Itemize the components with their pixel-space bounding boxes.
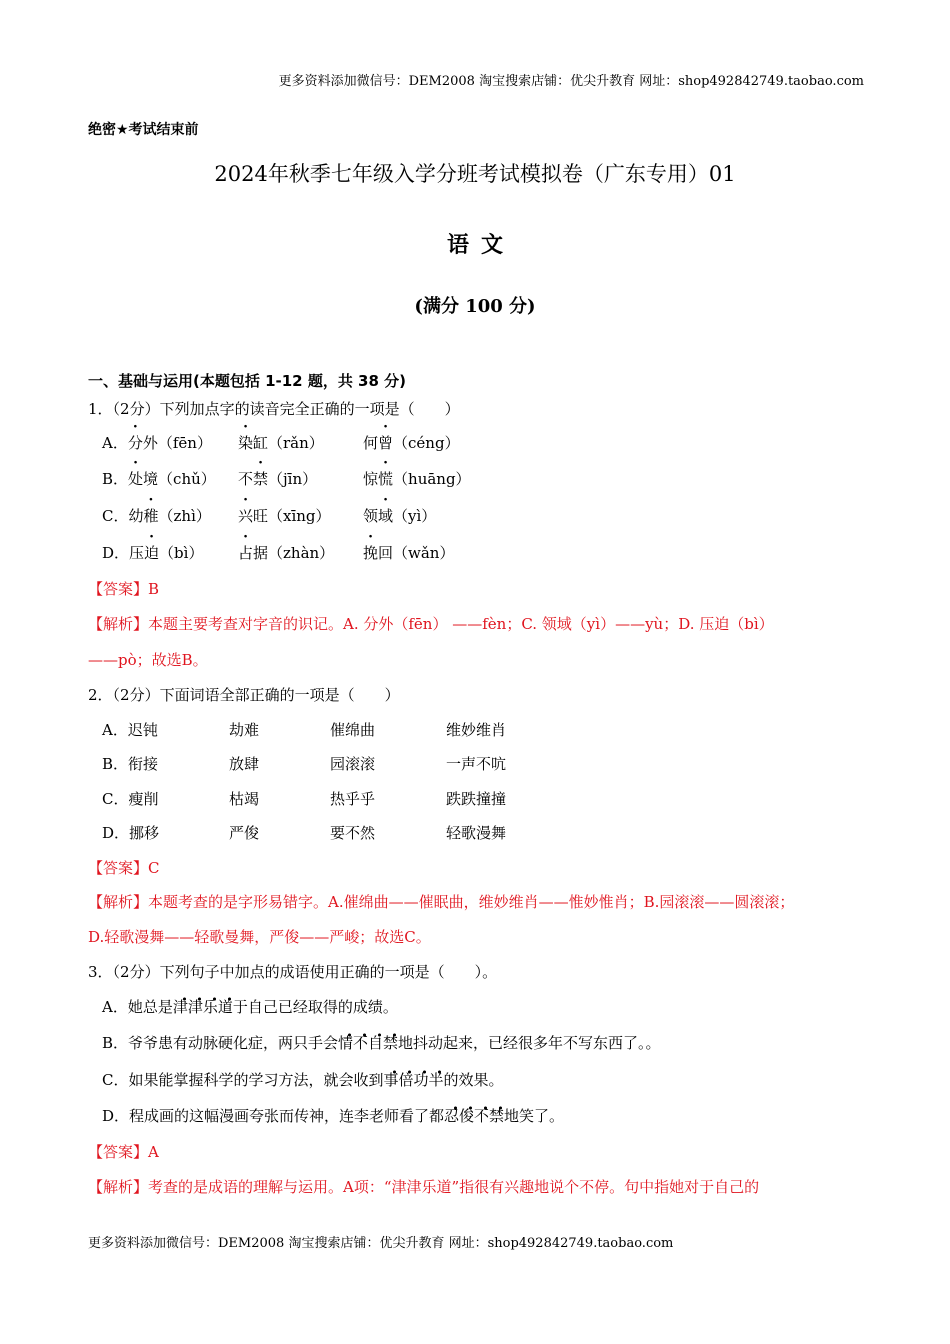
q1-option-b-word2: [238, 468, 317, 489]
option-text: 地笑了。: [504, 1107, 565, 1125]
option-text: C．如果能掌握科学的学习方法，就会收到: [102, 1071, 384, 1089]
option-text: 惊: [363, 470, 379, 488]
q2-option-d-word4: 轻歌漫舞: [446, 824, 507, 842]
option-text: C．幼: [102, 507, 144, 525]
q1-option-d: [102, 542, 203, 563]
dotted-char: 挽: [363, 544, 379, 562]
dotted-char: 迫: [144, 544, 160, 562]
q1-option-b-word3: [363, 468, 471, 489]
q1-option-c: [102, 505, 211, 526]
section-heading: 一、基础与运用(本题包括 1-12 题，共 38 分): [88, 372, 407, 390]
dotted-char: 域: [378, 507, 394, 525]
dotted-idiom: 忍俊不禁: [444, 1107, 505, 1125]
page-header-note: 更多资料添加微信号：DEM2008 淘宝搜索店铺：优尖升教育 网址：shop492842749.taobao.com: [278, 74, 864, 89]
q1-analysis: 【解析】本题主要考查对字音的识记。A. 分外（fēn） ——fèn；C. 领域（yì）——yù；D. 压迫（bì）: [88, 615, 774, 633]
option-text: （jīn）: [268, 470, 318, 488]
option-text: 回（wǎn）: [378, 544, 455, 562]
q2-option-c-word2: 枯竭: [229, 790, 260, 808]
option-text: 旺（xīng）: [253, 507, 331, 525]
option-letter: A．: [102, 434, 128, 452]
option-text: 不: [238, 470, 254, 488]
q2-option-a-word4: 维妙维肖: [446, 721, 507, 739]
q3-stem: 3．（2分）下列句子中加点的成语使用正确的一项是（ ）。: [88, 963, 498, 981]
q2-option-a-word3: 催绵曲: [330, 721, 376, 739]
option-text: B．爷爷患有动脉硬化症，两只手会: [102, 1034, 339, 1052]
option-text: 境（chǔ）: [143, 470, 216, 488]
option-text: 外（fēn）: [142, 434, 212, 452]
q1-option-d-word2: [238, 542, 334, 563]
q3-analysis: 【解析】考查的是成语的理解与运用。A项：“津津乐道”指很有兴趣地说个不停。句中指她对于自己的: [88, 1178, 760, 1196]
dotted-char: 占: [238, 544, 254, 562]
q2-option-d-word3: 要不然: [330, 824, 376, 842]
option-text: 据（zhàn）: [253, 544, 335, 562]
q3-answer: 【答案】A: [88, 1143, 159, 1161]
q1-option-c-word2: [238, 505, 331, 526]
dotted-idiom: 津津乐道: [172, 998, 233, 1016]
option-text: 地抖动起来，已经很多年不写东西了。。: [398, 1034, 661, 1052]
q2-option-b-word2: 放肆: [229, 755, 260, 773]
dotted-char: 稚: [143, 507, 159, 525]
q2-option-a: A．迟钝: [102, 721, 158, 739]
q2-option-b-word3: 园滚滚: [330, 755, 376, 773]
option-text: 何: [363, 434, 379, 452]
option-text: 缸（rǎn）: [253, 434, 324, 452]
q2-option-b-word4: 一声不吭: [446, 755, 507, 773]
q1-option-a: [102, 432, 212, 453]
dotted-char: 处: [128, 470, 144, 488]
q3-option-c: [102, 1069, 504, 1090]
dotted-idiom: 事倍功半: [383, 1071, 444, 1089]
option-letter: B．: [102, 470, 129, 488]
option-text: A．她总是: [102, 998, 173, 1016]
q1-option-a-word2: [238, 432, 324, 453]
option-text: （zhì）: [158, 507, 211, 525]
q1-option-c-word3: [363, 505, 436, 526]
full-score: (满分 100 分): [414, 296, 536, 317]
q3-option-d: [102, 1105, 564, 1126]
dotted-char: 禁: [253, 470, 269, 488]
dotted-idiom: 情不自禁: [338, 1034, 399, 1052]
exam-title: 2024年秋季七年级入学分班考试模拟卷（广东专用）01: [214, 162, 736, 186]
dotted-char: 分: [127, 434, 143, 452]
option-text: D．程成画的这幅漫画夸张而传神，连李老师看了都: [102, 1107, 445, 1125]
option-text: 于自己已经取得的成绩。: [232, 998, 398, 1016]
q2-option-c: C．瘦削: [102, 790, 159, 808]
option-text: D．压: [102, 544, 145, 562]
q2-analysis: 【解析】本题考查的是字形易错字。A.催绵曲——催眠曲，维妙维肖——惟妙惟肖；B.园滚滚——圆滚滚；: [88, 893, 795, 911]
q2-option-b: B．衔接: [102, 755, 159, 773]
q2-stem: 2．（2分）下面词语全部正确的一项是（ ）: [88, 686, 400, 704]
q1-answer: 【答案】B: [88, 580, 160, 598]
page-footer-note: 更多资料添加微信号：DEM2008 淘宝搜索店铺：优尖升教育 网址：shop492842749.taobao.com: [88, 1236, 674, 1251]
q2-option-d: D．挪移: [102, 824, 160, 842]
q1-analysis-cont: ——pò；故选B。: [88, 651, 208, 669]
option-text: 领: [363, 507, 379, 525]
q3-option-a: [102, 996, 398, 1017]
q1-option-d-word3: [363, 542, 454, 563]
q2-analysis-cont: D.轻歌漫舞——轻歌曼舞，严俊——严峻；故选C。: [88, 928, 431, 946]
dotted-char: 曾: [378, 434, 394, 452]
option-text: （yì）: [393, 507, 437, 525]
subject-title: 语文: [446, 232, 515, 258]
q1-option-b: [102, 468, 216, 489]
q1-option-a-word3: [363, 432, 460, 453]
q2-option-c-word4: 跌跌撞撞: [446, 790, 507, 808]
q3-option-b: [102, 1032, 661, 1053]
option-text: （bì）: [159, 544, 204, 562]
q2-option-c-word3: 热乎乎: [330, 790, 376, 808]
q2-option-a-word2: 劫难: [229, 721, 260, 739]
option-text: 的效果。: [443, 1071, 504, 1089]
dotted-char: 慌: [378, 470, 394, 488]
option-text: （huāng）: [393, 470, 471, 488]
q1-stem: 1．（2分）下列加点字的读音完全正确的一项是（ ）: [88, 400, 460, 418]
q2-option-d-word2: 严俊: [229, 824, 260, 842]
dotted-char: 染: [238, 434, 254, 452]
confidential-label: 绝密★考试结束前: [88, 122, 199, 138]
dotted-char: 兴: [238, 507, 254, 525]
option-text: （céng）: [393, 434, 460, 452]
q2-answer: 【答案】C: [88, 859, 160, 877]
